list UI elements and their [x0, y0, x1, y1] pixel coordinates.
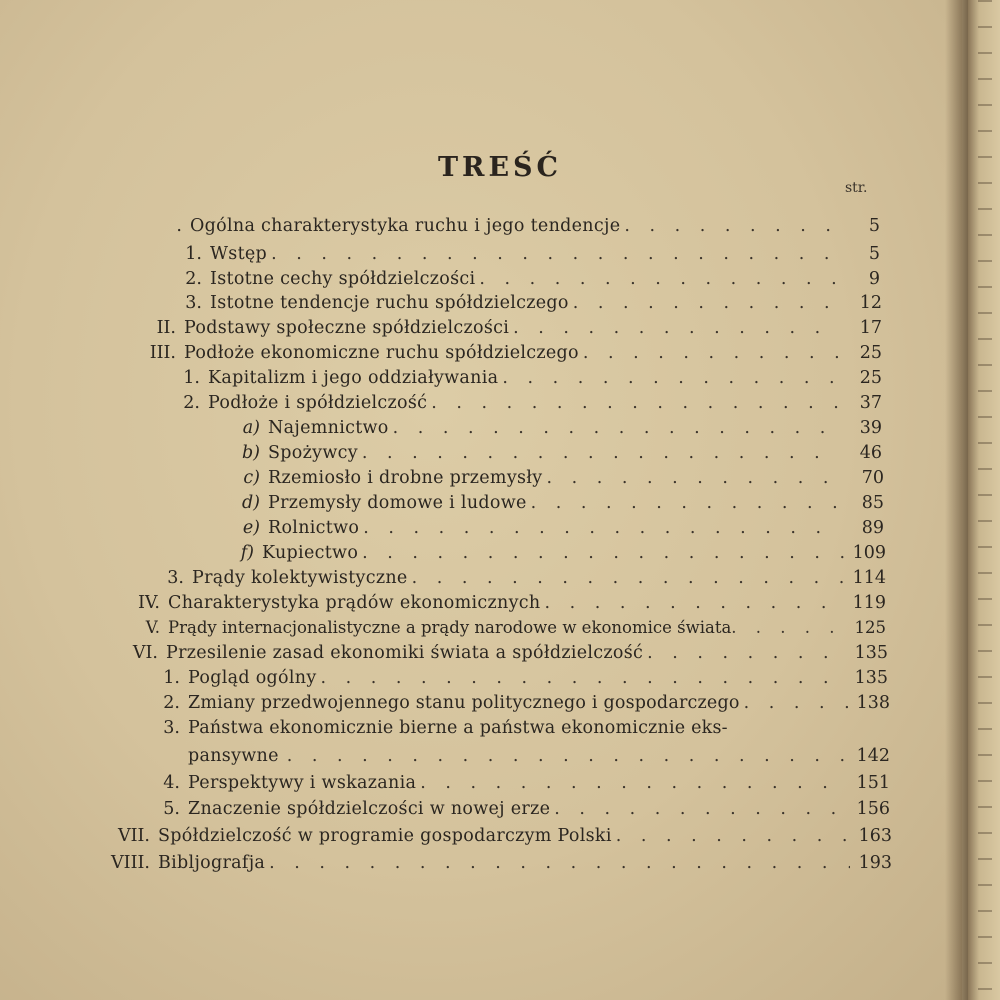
- leader-dots: [573, 293, 840, 313]
- toc-entry: [120, 244, 880, 268]
- entry-title: Podłoże ekonomiczne ruchu spółdzielczego: [184, 343, 579, 363]
- entry-number: a): [242, 418, 260, 438]
- toc-entry: [96, 643, 888, 667]
- entry-title: Znaczenie spółdzielczości w nowej erze: [188, 799, 551, 819]
- leader-dots: [420, 773, 848, 793]
- toc-entry: [120, 216, 880, 240]
- entry-page: 46: [859, 443, 882, 463]
- entry-title: Podłoże i spółdzielczość: [208, 393, 428, 413]
- entry-page: 138: [856, 693, 890, 713]
- page-column-label: str.: [845, 180, 868, 196]
- entry-page: 9: [868, 269, 880, 289]
- toc-entry: [96, 718, 890, 742]
- toc-entry: [96, 746, 890, 770]
- entry-title: Państwa ekonomicznie bierne a państwa ekonomicznie eks-: [188, 718, 728, 738]
- entry-page: 119: [852, 593, 886, 613]
- entry-title: Rzemiosło i drobne przemysły: [268, 468, 543, 488]
- toc-entry: [108, 618, 886, 642]
- entry-title: Bibljografja: [158, 853, 266, 873]
- entry-title: Istotne tendencje ruchu spółdzielczego: [210, 293, 569, 313]
- toc-entry: [120, 393, 882, 417]
- entry-number: e): [242, 518, 260, 538]
- entry-title: Istotne cechy spółdzielczości: [210, 269, 476, 289]
- entry-title: Prądy internacjonalistyczne a prądy narodowe w ekonomice świata: [168, 618, 732, 637]
- leader-dots: [546, 468, 842, 488]
- entry-page: 85: [861, 493, 884, 513]
- leader-dots: [393, 418, 840, 438]
- entry-number: VI.: [132, 643, 158, 663]
- entry-number: 2.: [183, 393, 200, 413]
- toc-entry: [120, 368, 882, 392]
- entry-page: 156: [856, 799, 890, 819]
- entry-number: .: [176, 216, 182, 236]
- toc-entry: [96, 799, 890, 823]
- toc-entry: [80, 853, 892, 877]
- entry-page: 17: [859, 318, 882, 338]
- leader-dots: [271, 244, 838, 264]
- entry-title: Rolnictwo: [268, 518, 360, 538]
- toc-entry: [120, 343, 882, 367]
- entry-number: c): [243, 468, 260, 488]
- leader-dots: [412, 568, 844, 588]
- leader-dots: [744, 693, 848, 713]
- entry-page: 163: [858, 826, 892, 846]
- entry-title: Zmiany przedwojennego stanu politycznego i gospodarczego: [188, 693, 740, 713]
- entry-title: Wstęp: [210, 244, 268, 264]
- entry-number: VII.: [117, 826, 150, 846]
- entry-title: Pogląd ogólny: [188, 668, 317, 688]
- toc-entry: [120, 568, 886, 592]
- leader-dots: [513, 318, 840, 338]
- leader-dots: [544, 593, 844, 613]
- leader-dots: [431, 393, 840, 413]
- leader-dots: [616, 826, 850, 846]
- entry-number: b): [241, 443, 260, 463]
- toc-entry: [120, 293, 882, 317]
- entry-page: 114: [852, 568, 886, 588]
- leader-dots: [321, 668, 846, 688]
- entry-page: 25: [859, 368, 882, 388]
- leader-dots: [362, 443, 840, 463]
- entry-number: 3.: [163, 718, 180, 738]
- entry-title: Kapitalizm i jego oddziaływania: [208, 368, 499, 388]
- entry-title: Spożywcy: [268, 443, 358, 463]
- entry-title: Prądy kolektywistyczne: [192, 568, 408, 588]
- entry-page: 193: [858, 853, 892, 873]
- leader-dots: [647, 643, 846, 663]
- entry-number: II.: [156, 318, 176, 338]
- entry-number: VIII.: [111, 853, 150, 873]
- entry-page: 135: [854, 668, 888, 688]
- entry-number: 4.: [163, 773, 180, 793]
- entry-page: 5: [868, 244, 880, 264]
- leader-dots: [502, 368, 840, 388]
- leader-dots: [624, 216, 838, 236]
- leader-dots: [363, 518, 842, 538]
- leader-dots: [554, 799, 848, 819]
- entry-title: Spółdzielczość w programie gospodarczym Polski: [158, 826, 612, 846]
- entry-number: 3.: [167, 568, 184, 588]
- entry-title: Podstawy społeczne spółdzielczości: [184, 318, 510, 338]
- toc-entry: [120, 493, 884, 517]
- entry-number: V.: [145, 618, 160, 637]
- entry-page: 5: [868, 216, 880, 236]
- entry-page: 70: [861, 468, 884, 488]
- entry-title: Charakterystyka prądów ekonomicznych: [168, 593, 541, 613]
- entry-page: 89: [861, 518, 884, 538]
- page-title: TREŚĆ: [437, 152, 563, 183]
- entry-page: 25: [859, 343, 882, 363]
- entry-title: Perspektywy i wskazania: [188, 773, 417, 793]
- entry-number: 1.: [183, 368, 200, 388]
- entry-page: 142: [856, 746, 890, 766]
- entry-number: 5.: [163, 799, 180, 819]
- toc-entry: [96, 668, 888, 692]
- entry-page: 125: [854, 618, 886, 637]
- entry-title: Przemysły domowe i ludowe: [268, 493, 527, 513]
- toc-entry: [120, 418, 882, 442]
- entry-number: 1.: [163, 668, 180, 688]
- entry-number: 3.: [185, 293, 202, 313]
- entry-number: 2.: [185, 269, 202, 289]
- toc-entry: [96, 693, 890, 717]
- entry-title: Najemnictwo: [268, 418, 389, 438]
- entry-title: pansywne: [188, 746, 279, 766]
- leader-dots: [731, 618, 848, 637]
- entry-page: 135: [854, 643, 888, 663]
- entry-page: 151: [856, 773, 890, 793]
- entry-number: 2.: [163, 693, 180, 713]
- entry-number: 1.: [185, 244, 202, 264]
- entry-page: 37: [859, 393, 882, 413]
- entry-page: 12: [859, 293, 882, 313]
- entry-page: 39: [859, 418, 882, 438]
- entry-number: IV.: [137, 593, 160, 613]
- toc-entry: [120, 443, 882, 467]
- entry-number: III.: [149, 343, 176, 363]
- entry-number: d): [241, 493, 260, 513]
- entry-title: Przesilenie zasad ekonomiki świata a spółdzielczość: [166, 643, 644, 663]
- toc-entry: [120, 468, 884, 492]
- entry-number: f): [240, 543, 254, 563]
- leader-dots: [531, 493, 842, 513]
- leader-dots: [362, 543, 844, 563]
- toc-entry: [120, 518, 884, 542]
- entry-page: 109: [852, 543, 886, 563]
- toc-entry: [80, 826, 892, 850]
- entry-title: Kupiectwo: [262, 543, 359, 563]
- leader-dots: [287, 746, 848, 766]
- entry-title: Ogólna charakterystyka ruchu i jego tendencje: [190, 216, 621, 236]
- toc-entry: [96, 773, 890, 797]
- leader-dots: [269, 853, 850, 873]
- toc-entry: [120, 543, 886, 567]
- leader-dots: [479, 269, 838, 289]
- toc-entry: [108, 593, 886, 617]
- toc-entry: [120, 318, 882, 342]
- toc-entry: [120, 269, 880, 293]
- leader-dots: [583, 343, 840, 363]
